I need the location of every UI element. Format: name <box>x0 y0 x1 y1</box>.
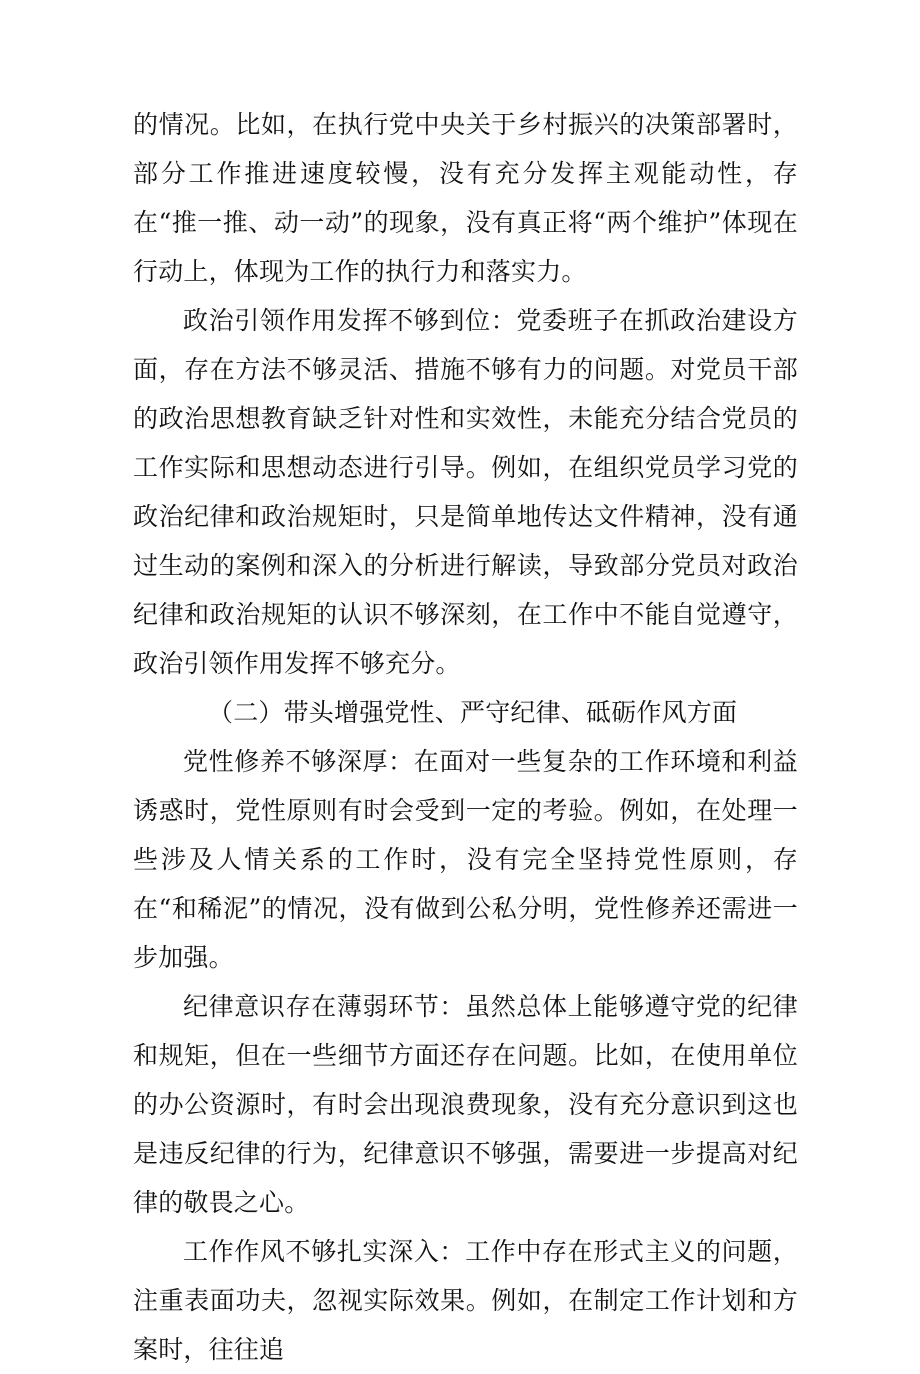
paragraph-discipline: 纪律意识存在薄弱环节：虽然总体上能够遵守党的纪律和规矩，但在一些细节方面还存在问题。比如，在使用单位的办公资源时，有时会出现浪费现象，没有充分意识到这也是违反纪律的行为，纪律意识不够强，需要进一步提高对纪律的敬畏之心。 <box>133 992 798 1217</box>
paragraph-political-leadership: 政治引领作用发挥不够到位：党委班子在抓政治建设方面，存在方法不够灵活、措施不够有力的问题。对党员干部的政治思想教育缺乏针对性和实效性，未能充分结合党员的工作实际和思想动态进行引导。例如，在组织党员学习党的政治纪律和政治规矩时，只是简单地传达文件精神，没有通过生动的案例和深入的分析进行解读，导致部分党员对政治纪律和政治规矩的认识不够深刻，在工作中不能自觉遵守，政治引领作用发挥不够充分。 <box>133 306 798 678</box>
paragraph-party-spirit: 党性修养不够深厚：在面对一些复杂的工作环境和利益诱惑时，党性原则有时会受到一定的考验。例如，在处理一些涉及人情关系的工作时，没有完全坚持党性原则，存在“和稀泥”的情况，没有做到公私分明，党性修养还需进一步加强。 <box>133 747 798 972</box>
paragraph-work-style: 工作作风不够扎实深入：工作中存在形式主义的问题，注重表面功夫，忽视实际效果。例如，在制定工作计划和方案时，往往追 <box>133 1237 798 1364</box>
section-heading-2: （二）带头增强党性、严守纪律、砥砺作风方面 <box>208 698 738 727</box>
paragraph-continuation: 的情况。比如，在执行党中央关于乡村振兴的决策部署时，部分工作推进速度较慢，没有充分发挥主观能动性，存在“推一推、动一动”的现象，没有真正将“两个维护”体现在行动上，体现为工作的执行力和落实力。 <box>133 110 798 286</box>
document-page <box>133 100 798 1374</box>
